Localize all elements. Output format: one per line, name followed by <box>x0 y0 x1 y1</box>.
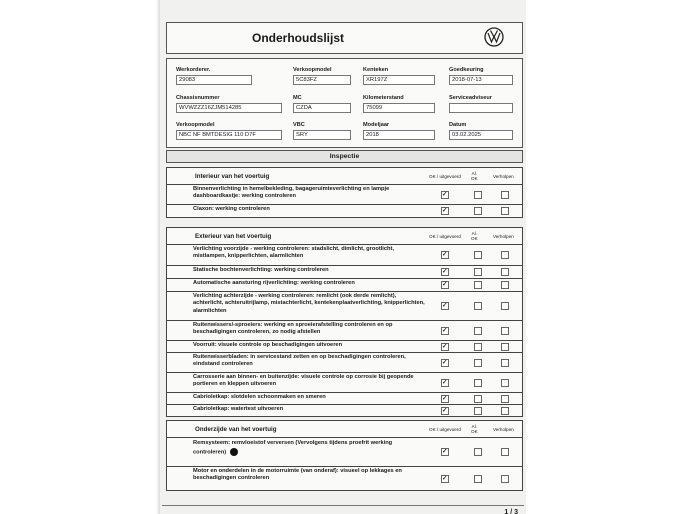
document-header <box>166 22 523 54</box>
verholpen-checkbox[interactable] <box>501 379 509 387</box>
field-kilometerstand: Kilometerstand 75099 <box>363 95 435 113</box>
table-row: Ruitenwisserbladen: in servicestand zetten en op beschadigingen controleren, eindstand controleren ✓ <box>167 353 522 373</box>
niet-ok-checkbox[interactable] <box>474 251 482 259</box>
ok-checkbox[interactable] <box>441 448 449 456</box>
niet-ok-checkbox[interactable] <box>474 359 482 367</box>
niet-ok-checkbox[interactable] <box>474 268 482 276</box>
table-row: Verlichting achterzijde - werking controleren: remlicht (ook derde remlicht), achterlicht, achteruitrijlamp, mistachterlicht, kentekenplaatverlichting, knipperlichten, alarmlichten ✓ <box>167 292 522 321</box>
verholpen-checkbox[interactable] <box>501 281 509 289</box>
section-exterieur <box>166 227 523 417</box>
section-interieur <box>166 167 523 218</box>
niet-ok-checkbox[interactable] <box>474 281 482 289</box>
verholpen-checkbox[interactable] <box>501 448 509 456</box>
field-mc: MC CZDA <box>293 95 351 113</box>
niet-ok-checkbox[interactable] <box>474 407 482 415</box>
field-modeljaar: Modeljaar 2018 <box>363 122 435 140</box>
verholpen-checkbox[interactable] <box>501 251 509 259</box>
ok-checkbox[interactable] <box>441 251 449 259</box>
ok-checkbox[interactable] <box>441 359 449 367</box>
field-verkoopmodel: Verkoopmodel 5C83FZ <box>293 67 351 85</box>
niet-ok-checkbox[interactable] <box>474 327 482 335</box>
table-row: Cabrioletkap: slotdelen schoonmaken en smeren ✓ <box>167 393 522 405</box>
footer-divider <box>162 505 524 506</box>
verholpen-checkbox[interactable] <box>501 359 509 367</box>
ok-checkbox[interactable] <box>441 191 449 199</box>
page-title: Onderhoudslijst <box>252 31 345 45</box>
verholpen-checkbox[interactable] <box>501 343 509 351</box>
table-row: Remsysteem: remvloeistof verversen (Vervolgens tijdens proefrit werking controleren) ✓ <box>167 438 522 467</box>
vw-logo-icon <box>484 27 504 47</box>
niet-ok-checkbox[interactable] <box>474 379 482 387</box>
ok-checkbox[interactable] <box>441 207 449 215</box>
ok-checkbox[interactable] <box>441 379 449 387</box>
verholpen-checkbox[interactable] <box>501 302 509 310</box>
ok-checkbox[interactable] <box>441 475 449 483</box>
ok-checkbox[interactable] <box>441 302 449 310</box>
niet-ok-checkbox[interactable] <box>474 343 482 351</box>
verholpen-checkbox[interactable] <box>501 327 509 335</box>
niet-ok-checkbox[interactable] <box>474 448 482 456</box>
field-verkoopmodel-omschrijving: Verkoopmodel NBC NF BMTDESIG 110 D7F <box>176 122 282 140</box>
table-row: Automatische aansturing rijverlichting: werking controleren ✓ <box>167 279 522 292</box>
field-datum: Datum 03.02.2025 <box>449 122 513 140</box>
section-header: Exterieur van het voertuig OK / uitgevoerd Al. OK Verholpen <box>167 228 522 245</box>
niet-ok-checkbox[interactable] <box>474 191 482 199</box>
section-header: Onderzijde van het voertuig OK / uitgevoerd Al. OK Verholpen <box>167 421 522 438</box>
ok-checkbox[interactable] <box>441 343 449 351</box>
table-row: Verlichting voorzijde - werking controleren: stadslicht, dimlicht, grootlicht, mistlampen, knipperlichten, alarmlichten ✓ <box>167 245 522 266</box>
ok-checkbox[interactable] <box>441 327 449 335</box>
ok-checkbox[interactable] <box>441 407 449 415</box>
verholpen-checkbox[interactable] <box>501 407 509 415</box>
niet-ok-checkbox[interactable] <box>474 395 482 403</box>
field-werkorder: Werkorderer. 29083 <box>176 67 252 85</box>
field-vbc: VBC SRY <box>293 122 351 140</box>
vehicle-info <box>166 58 523 148</box>
niet-ok-checkbox[interactable] <box>474 207 482 215</box>
table-row: Claxon: werking controleren ✓ <box>167 205 522 217</box>
table-row: Motor en onderdelen in de motorruimte (van onderaf): visueel op lekkages en beschadigingen controleren ✓ <box>167 467 522 490</box>
document-sheet <box>160 0 526 514</box>
verholpen-checkbox[interactable] <box>501 268 509 276</box>
table-row: Statische bochtenverlichting: werking controleren ✓ <box>167 266 522 279</box>
table-row: Ruitenwissers/-sproeiers: werking en sproeierafstelling controleren en op beschadigingen controleren, zo nodig afstellen ✓ <box>167 321 522 341</box>
ink-dot-mark <box>230 448 238 456</box>
verholpen-checkbox[interactable] <box>501 475 509 483</box>
verholpen-checkbox[interactable] <box>501 207 509 215</box>
field-goedkeuring: Goedkeuring 2018-07-13 <box>449 67 513 85</box>
verholpen-checkbox[interactable] <box>501 395 509 403</box>
ok-checkbox[interactable] <box>441 268 449 276</box>
inspectie-heading: Inspectie <box>166 150 523 163</box>
niet-ok-checkbox[interactable] <box>474 475 482 483</box>
table-row: Carrosserie aan binnen- en buitenzijde: visuele controle op corrosie bij geopende portieren en kleppen uitvoeren ✓ <box>167 373 522 393</box>
table-row: Cabrioletkap: watertest uitvoeren ✓ <box>167 405 522 416</box>
field-kenteken: Kenteken XR197Z <box>363 67 435 85</box>
niet-ok-checkbox[interactable] <box>474 302 482 310</box>
ok-checkbox[interactable] <box>441 395 449 403</box>
page-number: 1 / 3 <box>504 509 518 514</box>
ok-checkbox[interactable] <box>441 281 449 289</box>
table-row: Binnenverlichting in hemelbekleding, bagageruimteverlichting en lampje dashboardkastje: werking controleren ✓ <box>167 185 522 205</box>
field-serviceadviseur: Serviceadviseur <box>449 95 513 113</box>
table-row: Voorruit: visuele controle op beschadigingen uitvoeren ✓ <box>167 341 522 353</box>
verholpen-checkbox[interactable] <box>501 191 509 199</box>
field-chassisnummer: Chassisnummer WVWZZZ16ZJM514285 <box>176 95 282 113</box>
section-onderzijde <box>166 420 523 491</box>
section-header: Interieur van het voertuig OK / uitgevoerd Al. OK Verholpen <box>167 168 522 185</box>
